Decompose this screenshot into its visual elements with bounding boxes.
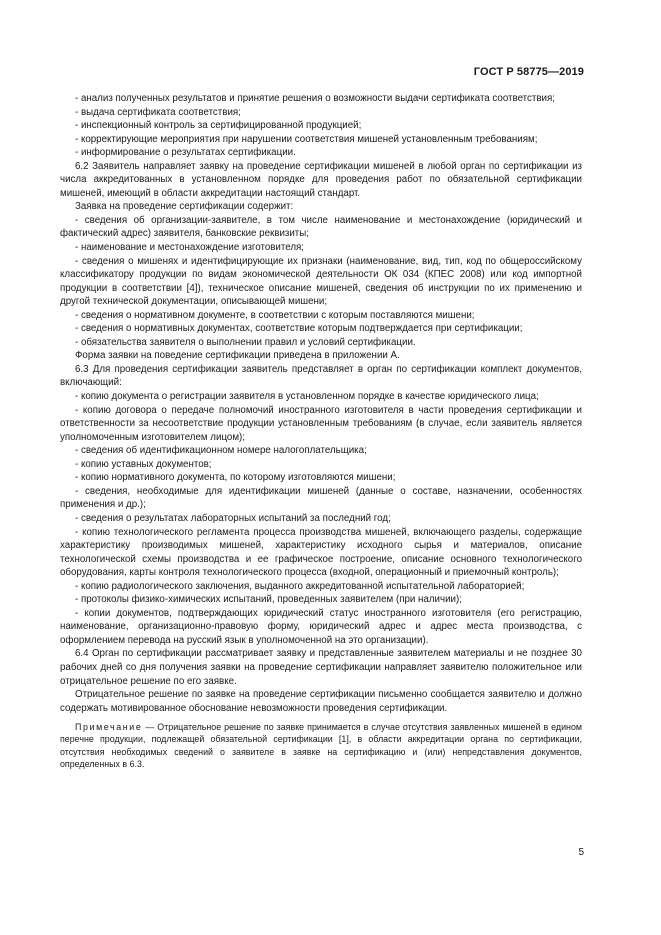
paragraph: - сведения о мишенях и идентифицирующие их признаки (наименование, вид, тип, код по общероссийскому классификатору продукции по видам экономической деятельности ОК 034 (КПЕС 2008) или код импортной продукции в соответствии [4]), техническое описание мишеней, сведения об инструкции по их применению и другой технической документации, описывающей мишени; <box>60 255 582 308</box>
paragraph: Отрицательное решение по заявке на проведение сертификации письменно сообщается заявителю и должно содержать мотивированное обоснование невозможности проведения сертификации. <box>60 689 582 714</box>
paragraph: - копию радиологического заключения, выданного аккредитованной испытательной лабораторией; <box>75 580 525 592</box>
paragraph: - копию технологического регламента процесса производства мишеней, включающего разделы, содержащие характеристику производимых мишеней, характеристику исходного сырья и материалов, описание технологической схемы производства и ее графическое построение, описание основного технологического оборудования, карты контроля технологического процесса (входной, операционный и приемочный контроль); <box>60 526 582 579</box>
paragraph: 6.2 Заявитель направляет заявку на проведение сертификации мишеней в любой орган по сертификации из числа аккредитованных в установленном порядке для проведения работ по обязательной сертификации мишеней, имеющий в области аккредитации настоящий стандарт. <box>60 160 582 199</box>
paragraph: - сведения, необходимые для идентификации мишеней (данные о составе, назначении, особенностях применения и др.); <box>60 485 582 511</box>
paragraph: - копию уставных документов; <box>75 458 212 470</box>
paragraph: Заявка на проведение сертификации содержит: <box>75 201 294 213</box>
paragraph: - протоколы физико-химических испытаний, проведенных заявителем (при наличии); <box>75 594 462 606</box>
paragraph: - копии документов, подтверждающих юридический статус иностранного изготовителя (его регистрацию, наименование, организационно-правовую форму, юридический адрес и адрес места производства, с оформлением перевода на русский язык в уполномоченной на это организации). <box>60 607 582 646</box>
paragraph: - корректирующие мероприятия при нарушении соответствия мишеней установленным требованиям; <box>75 133 538 145</box>
page-content <box>60 92 582 770</box>
paragraph: - сведения об идентификационном номере налогоплательщика; <box>75 445 367 457</box>
paragraph: - наименование и местонахождение изготовителя; <box>75 242 305 254</box>
paragraph: 6.4 Орган по сертификации рассматривает заявку и представленные заявителем материалы и не позднее 30 рабочих дней со дня получения заявки на проведение сертификации направляет заявителю положительное или отрицательное решение по его заявке. <box>60 648 582 687</box>
paragraph: - копию нормативного документа, по которому изготовляются мишени; <box>75 472 396 484</box>
paragraph: Форма заявки на поведение сертификации приведена в приложении А. <box>75 350 400 362</box>
paragraph: - сведения о результатах лабораторных испытаний за последний год; <box>75 512 391 524</box>
note-text: — Отрицательное решение по заявке принимается в случае отсутствия заявленных мишеней в едином перечне продукции, подлежащей обязательной сертификации [1], в области аккредитации органа по сертификации, отсутствия необходимых сведений о заявителе в заявке на сертификацию и (или) непредставления документов, определенных в 6.3. <box>60 722 582 770</box>
paragraph: - копию договора о передаче полномочий иностранного изготовителя в части проведения сертификации и ответственности за несоответствие продукции установленным требованиям (в случае, если заявитель является уполномоченным изготовителем лицом); <box>60 404 582 443</box>
page-number: 5 <box>578 847 584 858</box>
paragraph: - выдача сертификата соответствия; <box>75 106 241 118</box>
paragraph: - обязательства заявителя о выполнении правил и условий сертификации. <box>75 336 416 348</box>
paragraph: - инспекционный контроль за сертифицированной продукцией; <box>75 120 362 132</box>
paragraph: 6.3 Для проведения сертификации заявитель представляет в орган по сертификации комплект документов, включающий: <box>60 363 582 389</box>
paragraph: - копию документа о регистрации заявителя в установленном порядке в качестве юридического лица; <box>75 391 539 403</box>
paragraph: - информирование о результатах сертификации. <box>75 147 296 159</box>
note <box>60 721 582 770</box>
paragraph: - сведения о нормативном документе, в соответствии с которым поставляются мишени; <box>75 309 475 321</box>
standard-designation: ГОСТ Р 58775—2019 <box>473 66 584 78</box>
paragraph: - сведения об организации-заявителе, в том числе наименование и местонахождение (юридический и фактический адрес) заявителя, банковские реквизиты; <box>60 214 582 240</box>
paragraph: - сведения о нормативных документах, соответствие которым подтверждается при сертификации; <box>75 323 523 335</box>
note-label: Примечание <box>75 722 143 733</box>
paragraph: - анализ полученных результатов и принятие решения о возможности выдачи сертификата соответствия; <box>75 93 555 104</box>
